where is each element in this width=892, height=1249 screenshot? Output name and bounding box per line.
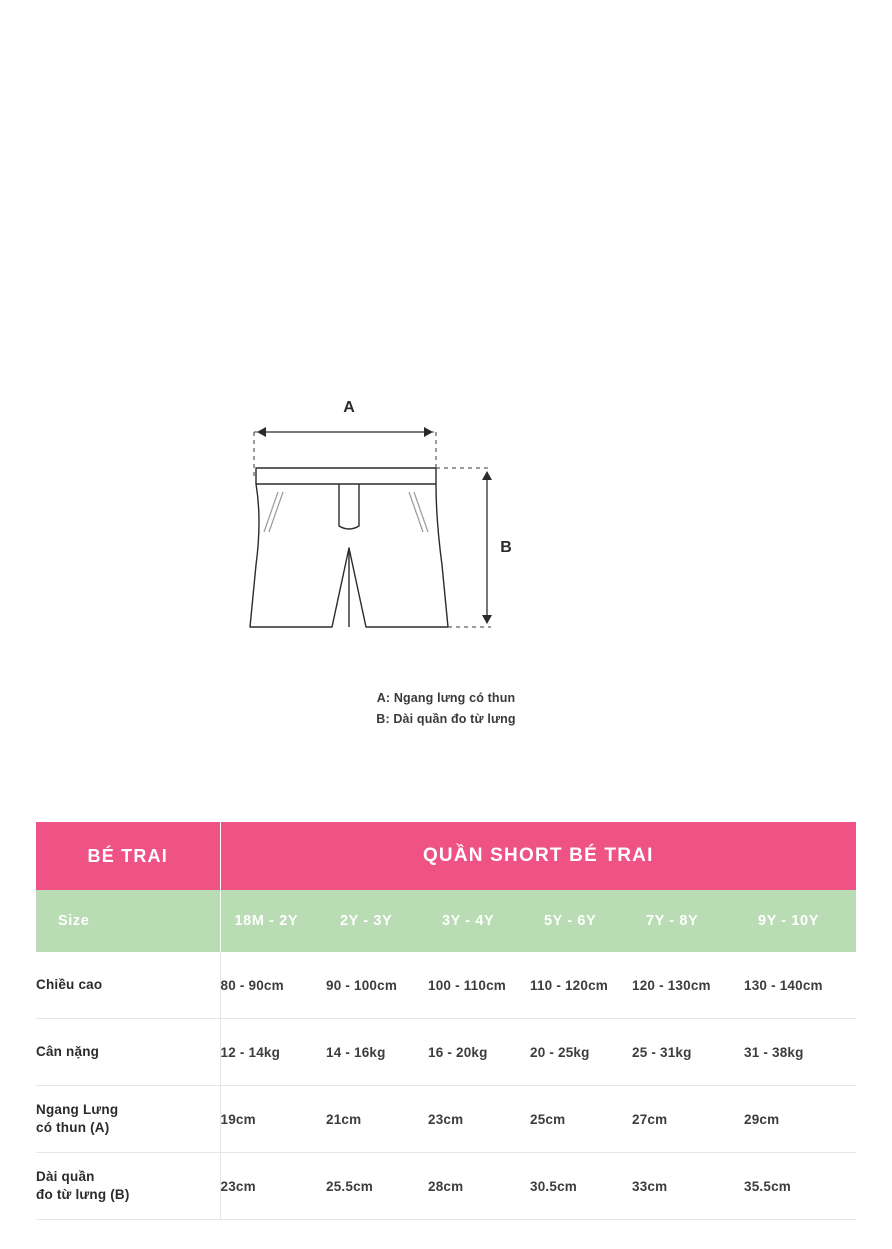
table-row bbox=[36, 1153, 856, 1220]
row-label-3-line2: đo từ lưng (B) bbox=[36, 1187, 130, 1202]
row-1-cell-5: 31 - 38kg bbox=[744, 1019, 856, 1086]
row-1-cell-3: 20 - 25kg bbox=[530, 1019, 632, 1086]
diagram-captions bbox=[0, 688, 892, 730]
table-size-row bbox=[36, 890, 856, 952]
row-0-cell-0: 80 - 90cm bbox=[220, 952, 326, 1019]
row-3-cell-3: 30.5cm bbox=[530, 1153, 632, 1220]
row-label-1 bbox=[36, 1019, 220, 1086]
caption-a: A: Ngang lưng có thun bbox=[376, 691, 516, 705]
header-size-5: 9Y - 10Y bbox=[744, 890, 856, 952]
header-size-3: 5Y - 6Y bbox=[530, 890, 632, 952]
measurement-diagram bbox=[0, 380, 892, 740]
arrow-a bbox=[257, 427, 433, 437]
table-row bbox=[36, 952, 856, 1019]
header-size-1: 2Y - 3Y bbox=[326, 890, 428, 952]
label-b: B bbox=[500, 539, 512, 556]
header-size-2: 3Y - 4Y bbox=[428, 890, 530, 952]
row-2-cell-4: 27cm bbox=[632, 1086, 744, 1153]
header-size-4: 7Y - 8Y bbox=[632, 890, 744, 952]
row-0-cell-3: 110 - 120cm bbox=[530, 952, 632, 1019]
table-row bbox=[36, 1019, 856, 1086]
row-3-cell-2: 28cm bbox=[428, 1153, 530, 1220]
row-label-2 bbox=[36, 1086, 220, 1153]
row-0-cell-2: 100 - 110cm bbox=[428, 952, 530, 1019]
row-label-2-line2: có thun (A) bbox=[36, 1120, 110, 1135]
row-label-3-line1: Dài quần bbox=[36, 1169, 95, 1184]
arrow-b bbox=[482, 471, 492, 624]
row-label-0-line1: Chiều cao bbox=[36, 977, 103, 992]
row-3-cell-5: 35.5cm bbox=[744, 1153, 856, 1220]
row-2-cell-2: 23cm bbox=[428, 1086, 530, 1153]
row-0-cell-5: 130 - 140cm bbox=[744, 952, 856, 1019]
row-2-cell-3: 25cm bbox=[530, 1086, 632, 1153]
row-3-cell-0: 23cm bbox=[220, 1153, 326, 1220]
row-1-cell-1: 14 - 16kg bbox=[326, 1019, 428, 1086]
size-chart-table bbox=[36, 822, 856, 1220]
row-3-cell-4: 33cm bbox=[632, 1153, 744, 1220]
row-label-3 bbox=[36, 1153, 220, 1220]
header-category: BÉ TRAI bbox=[36, 822, 220, 890]
pocket-lines bbox=[264, 492, 428, 532]
row-1-cell-4: 25 - 31kg bbox=[632, 1019, 744, 1086]
row-2-cell-0: 19cm bbox=[220, 1086, 326, 1153]
shorts-outline bbox=[250, 468, 448, 627]
shorts-illustration bbox=[236, 380, 656, 680]
header-title: QUẦN SHORT BÉ TRAI bbox=[220, 822, 856, 890]
row-label-2-line1: Ngang Lưng bbox=[36, 1102, 119, 1117]
row-1-cell-0: 12 - 14kg bbox=[220, 1019, 326, 1086]
row-0-cell-1: 90 - 100cm bbox=[326, 952, 428, 1019]
guide-lines-b bbox=[436, 468, 491, 627]
guide-lines-a bbox=[254, 432, 436, 480]
row-2-cell-1: 21cm bbox=[326, 1086, 428, 1153]
caption-b: B: Dài quần đo từ lưng bbox=[376, 712, 516, 726]
header-size-0: 18M - 2Y bbox=[220, 890, 326, 952]
row-2-cell-5: 29cm bbox=[744, 1086, 856, 1153]
row-label-0 bbox=[36, 952, 220, 1019]
table-row bbox=[36, 1086, 856, 1153]
row-0-cell-4: 120 - 130cm bbox=[632, 952, 744, 1019]
row-1-cell-2: 16 - 20kg bbox=[428, 1019, 530, 1086]
row-label-1-line1: Cân nặng bbox=[36, 1044, 100, 1059]
header-size-label: Size bbox=[36, 890, 220, 952]
row-3-cell-1: 25.5cm bbox=[326, 1153, 428, 1220]
label-a: A bbox=[343, 399, 355, 416]
table-header-row bbox=[36, 822, 856, 890]
